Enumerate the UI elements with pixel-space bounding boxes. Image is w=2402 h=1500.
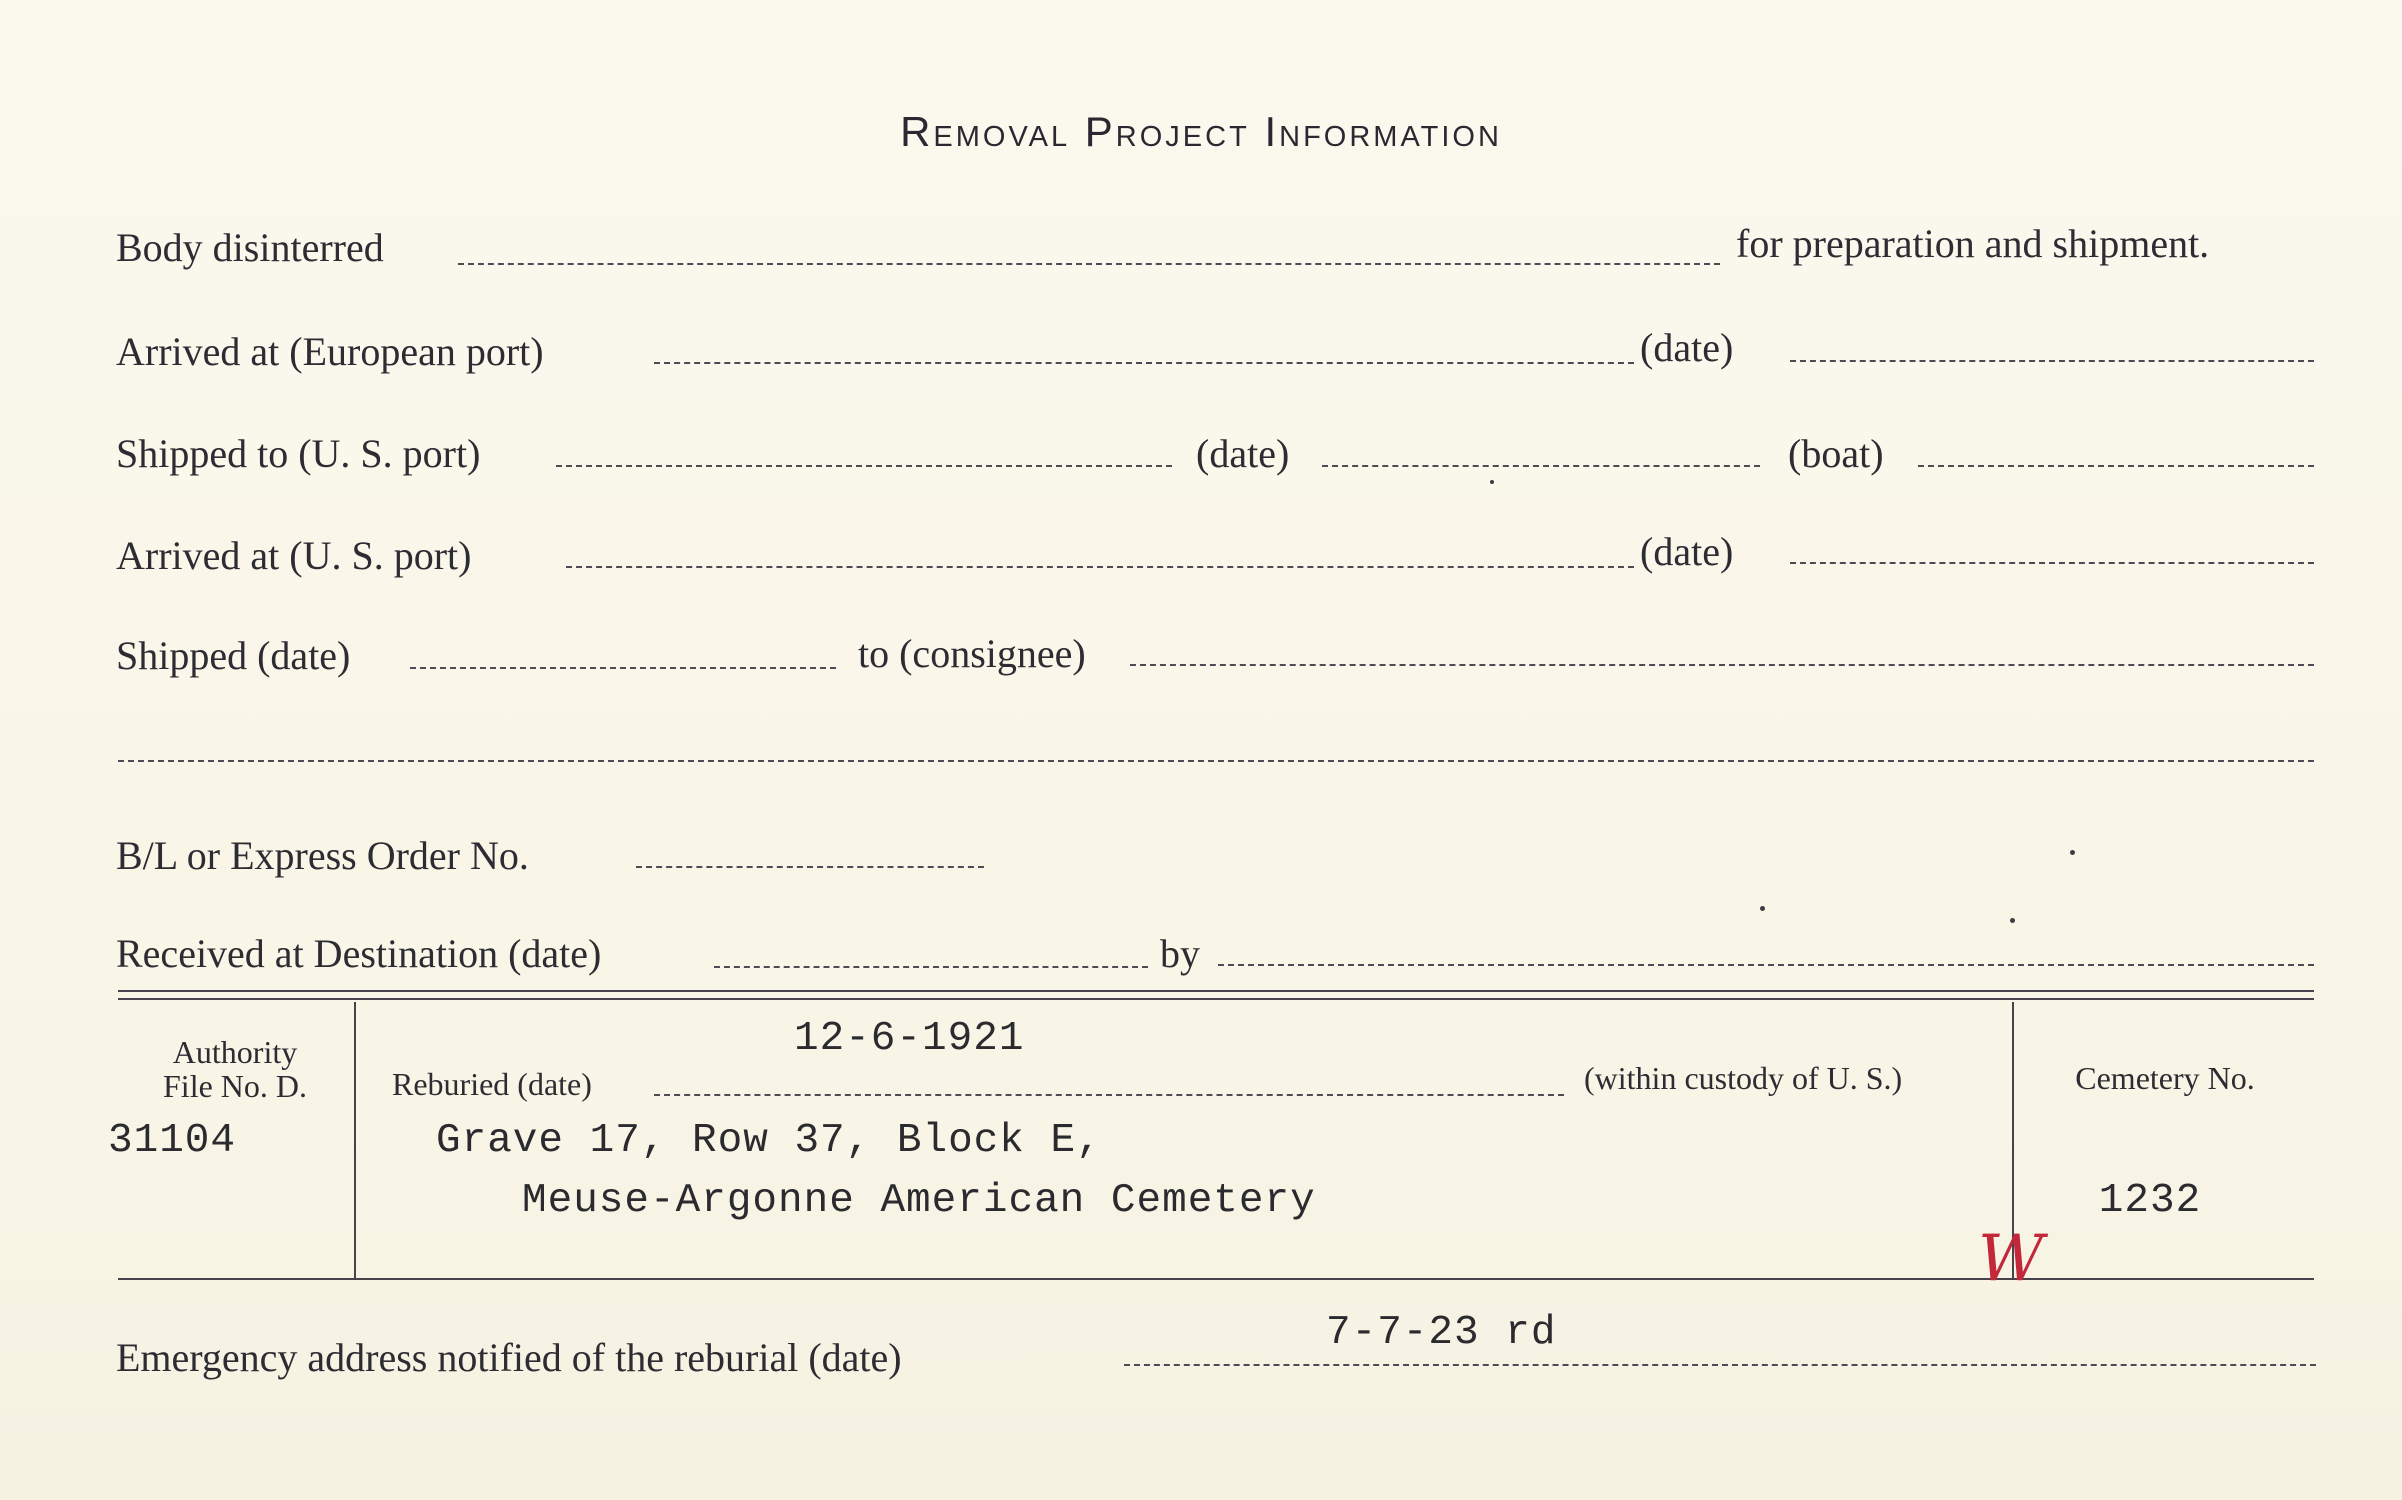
within-custody-label: (within custody of U. S.) xyxy=(1584,1060,1903,1096)
consignee-label: to (consignee) xyxy=(858,631,1086,676)
grave-location-value: Grave 17, Row 37, Block E, xyxy=(436,1118,1102,1164)
received-date-line xyxy=(714,966,1148,968)
shipped-to-us-label: Shipped to (U. S. port) xyxy=(116,431,481,476)
arrived-us-line xyxy=(566,566,1634,568)
paper-speck xyxy=(2070,850,2075,855)
consignee-continuation-line xyxy=(118,760,2314,762)
box-divider-left xyxy=(354,1002,356,1280)
us-port-line xyxy=(556,465,1172,467)
arrived-us-date-label: (date) xyxy=(1640,529,1734,574)
paper-speck xyxy=(2010,918,2015,923)
arrived-us-label: Arrived at (U. S. port) xyxy=(116,533,472,578)
boat-line xyxy=(1918,465,2314,467)
cemetery-name-value: Meuse-Argonne American Cemetery xyxy=(522,1178,1316,1224)
boat-label: (boat) xyxy=(1788,431,1884,476)
reburied-date-value: 12-6-1921 xyxy=(794,1016,1025,1062)
authority-label: Authority xyxy=(172,1034,298,1070)
paper-speck xyxy=(1490,480,1494,484)
arrived-european-label: Arrived at (European port) xyxy=(116,329,544,374)
reburied-date-label: Reburied (date) xyxy=(392,1066,592,1102)
shipped-date-line-2 xyxy=(410,667,836,669)
box-top-rule-2 xyxy=(118,998,2314,1000)
red-check-mark: W xyxy=(1978,1222,2044,1296)
body-disinterred-line xyxy=(458,263,1720,265)
emergency-date-value: 7-7-23 rd xyxy=(1326,1310,1557,1356)
european-date-line xyxy=(1790,360,2314,362)
body-disinterred-label: Body disinterred xyxy=(116,225,384,270)
by-label: by xyxy=(1160,931,1200,976)
bl-express-label: B/L or Express Order No. xyxy=(116,833,529,878)
arrived-us-date-line xyxy=(1790,562,2314,564)
bl-express-line xyxy=(636,866,984,868)
shipped-date-label-2: Shipped (date) xyxy=(116,633,351,678)
for-preparation-label: for preparation and shipment. xyxy=(1736,221,2210,266)
european-date-label: (date) xyxy=(1640,325,1734,370)
european-port-line xyxy=(654,362,1634,364)
file-no-label: File No. D. xyxy=(163,1068,307,1104)
paper-speck xyxy=(1760,906,1765,911)
consignee-line xyxy=(1130,664,2314,666)
shipped-date-line xyxy=(1322,465,1760,467)
received-destination-label: Received at Destination (date) xyxy=(116,931,602,976)
shipped-date-label: (date) xyxy=(1196,431,1290,476)
emergency-date-line xyxy=(1124,1364,2316,1366)
box-top-rule xyxy=(118,990,2314,992)
cemetery-no-value: 1232 xyxy=(2098,1178,2202,1224)
reburied-date-line xyxy=(654,1094,1564,1096)
by-line xyxy=(1218,964,2314,966)
file-no-value: 31104 xyxy=(108,1118,237,1164)
card-title: Removal Project Information xyxy=(900,108,1502,155)
cemetery-no-label: Cemetery No. xyxy=(2075,1060,2255,1096)
emergency-address-label: Emergency address notified of the reburial (date) xyxy=(116,1335,902,1380)
